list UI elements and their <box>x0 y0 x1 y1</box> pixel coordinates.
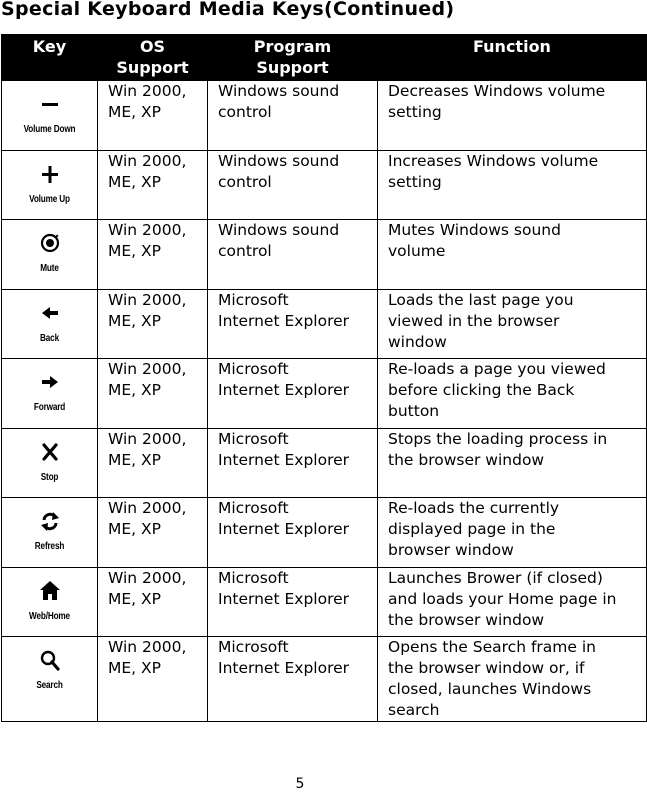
program-support-cell <box>208 637 378 722</box>
table-row <box>2 567 647 637</box>
key-label: Back <box>40 332 59 344</box>
header-program-line2: Support <box>256 58 329 77</box>
minus-icon <box>35 91 65 117</box>
os-support-line: ME, XP <box>108 381 161 399</box>
os-support-line: ME, XP <box>108 589 161 608</box>
os-support-cell <box>98 359 208 429</box>
program-support-line: control <box>218 103 272 121</box>
program-support-line: Microsoft <box>218 499 289 517</box>
function-line: setting <box>388 172 442 191</box>
program-support-line: Internet Explorer <box>218 381 350 399</box>
key-cell <box>2 567 98 637</box>
home-icon <box>35 578 65 604</box>
function-line: search <box>388 701 440 719</box>
key-cell <box>2 150 98 220</box>
function-cell <box>378 289 647 359</box>
table-header-row <box>2 35 647 81</box>
os-support-line: ME, XP <box>108 450 161 469</box>
x-icon <box>35 439 65 465</box>
function-line: the browser window <box>388 610 545 629</box>
os-support-cell <box>98 428 208 498</box>
function-line: Mutes Windows sound <box>388 221 561 239</box>
arrow-right-icon <box>35 369 65 395</box>
header-os-line2: Support <box>116 58 189 77</box>
key-label: Volume Down <box>23 124 76 135</box>
function-cell <box>378 567 647 637</box>
page-title: Special Keyboard Media Keys(Continued) <box>1 0 455 20</box>
program-support-line: Internet Explorer <box>218 520 350 538</box>
program-support-line: Internet Explorer <box>218 450 350 469</box>
key-label: Search <box>36 680 63 691</box>
table-row <box>2 81 647 151</box>
search-icon <box>35 647 65 673</box>
function-line: browser window <box>388 541 514 559</box>
function-line: window <box>388 332 447 351</box>
program-support-cell <box>208 220 378 290</box>
program-support-line: Windows sound <box>218 221 340 239</box>
program-support-line: Microsoft <box>218 638 289 656</box>
function-cell <box>378 150 647 220</box>
os-support-line: Win 2000, <box>108 429 187 448</box>
os-support-cell <box>98 567 208 637</box>
function-line: volume <box>388 242 446 260</box>
program-support-line: control <box>218 242 272 260</box>
program-support-line: Windows sound <box>218 151 340 170</box>
function-line: Launches Brower (if closed) <box>388 568 603 587</box>
key-cell <box>2 359 98 429</box>
plus-icon <box>35 161 65 187</box>
os-support-line: ME, XP <box>108 311 161 330</box>
function-cell <box>378 81 647 151</box>
function-line: setting <box>388 103 442 121</box>
function-line: button <box>388 402 440 420</box>
function-line: displayed page in the <box>388 520 556 538</box>
page-number: 5 <box>295 776 305 792</box>
function-cell <box>378 498 647 568</box>
key-cell <box>2 81 98 151</box>
program-support-cell <box>208 359 378 429</box>
program-support-line: Internet Explorer <box>218 589 350 608</box>
arrow-left-icon <box>35 300 65 326</box>
function-line: closed, launches Windows <box>388 680 592 698</box>
table-row <box>2 498 647 568</box>
os-support-cell <box>98 81 208 151</box>
table-row <box>2 637 647 722</box>
program-support-line: control <box>218 172 272 191</box>
program-support-line: Microsoft <box>218 360 289 378</box>
table-row <box>2 428 647 498</box>
table-row <box>2 359 647 429</box>
function-cell <box>378 220 647 290</box>
function-line: Re-loads a page you viewed <box>388 360 606 378</box>
refresh-icon <box>35 508 65 534</box>
os-support-line: Win 2000, <box>108 221 187 239</box>
os-support-cell <box>98 637 208 722</box>
key-cell <box>2 220 98 290</box>
os-support-line: ME, XP <box>108 103 161 121</box>
key-label: Volume Up <box>29 193 70 205</box>
header-program-line1: Program <box>253 37 332 56</box>
header-os-support <box>98 35 208 81</box>
function-cell <box>378 428 647 498</box>
key-cell <box>2 428 98 498</box>
program-support-cell <box>208 498 378 568</box>
key-cell <box>2 289 98 359</box>
program-support-line: Windows sound <box>218 82 340 100</box>
function-line: before clicking the Back <box>388 381 575 399</box>
program-support-cell <box>208 150 378 220</box>
os-support-line: Win 2000, <box>108 360 187 378</box>
os-support-line: ME, XP <box>108 659 161 677</box>
os-support-line: Win 2000, <box>108 638 187 656</box>
os-support-line: Win 2000, <box>108 499 187 517</box>
key-cell <box>2 637 98 722</box>
header-key <box>2 35 98 81</box>
program-support-line: Microsoft <box>218 290 289 309</box>
function-line: viewed in the browser <box>388 311 560 330</box>
program-support-cell <box>208 81 378 151</box>
function-line: Stops the loading process in <box>388 429 608 448</box>
program-support-line: Microsoft <box>218 429 289 448</box>
program-support-cell <box>208 289 378 359</box>
os-support-line: Win 2000, <box>108 290 187 309</box>
program-support-line: Internet Explorer <box>218 311 350 330</box>
function-line: the browser window or, if <box>388 659 585 677</box>
key-label: Mute <box>40 263 59 274</box>
table-row <box>2 220 647 290</box>
key-label: Forward <box>33 402 66 413</box>
header-function <box>378 35 647 81</box>
header-program-support <box>208 35 378 81</box>
function-line: the browser window <box>388 450 545 469</box>
key-label: Web/Home <box>29 610 70 622</box>
program-support-cell <box>208 428 378 498</box>
os-support-cell <box>98 289 208 359</box>
media-keys-table <box>1 34 647 722</box>
table-row <box>2 150 647 220</box>
program-support-cell <box>208 567 378 637</box>
header-key-label: Key <box>32 37 67 56</box>
program-support-line: Microsoft <box>218 568 289 587</box>
function-line: Decreases Windows volume <box>388 82 606 100</box>
os-support-line: Win 2000, <box>108 151 187 170</box>
function-cell <box>378 637 647 722</box>
key-label: Stop <box>40 471 59 483</box>
os-support-line: ME, XP <box>108 242 161 260</box>
function-line: Increases Windows volume <box>388 151 599 170</box>
function-line: Re-loads the currently <box>388 499 560 517</box>
function-line: and loads your Home page in <box>388 589 617 608</box>
os-support-cell <box>98 150 208 220</box>
function-line: Loads the last page you <box>388 290 574 309</box>
os-support-cell <box>98 498 208 568</box>
os-support-line: ME, XP <box>108 520 161 538</box>
table-row <box>2 289 647 359</box>
header-function-label: Function <box>473 37 551 56</box>
os-support-line: Win 2000, <box>108 82 187 100</box>
os-support-line: Win 2000, <box>108 568 187 587</box>
os-support-line: ME, XP <box>108 172 161 191</box>
key-cell <box>2 498 98 568</box>
mute-icon <box>35 230 65 256</box>
os-support-cell <box>98 220 208 290</box>
function-line: Opens the Search frame in <box>388 638 596 656</box>
key-label: Refresh <box>34 541 65 552</box>
header-os-line1: OS <box>139 37 166 56</box>
function-cell <box>378 359 647 429</box>
program-support-line: Internet Explorer <box>218 659 350 677</box>
